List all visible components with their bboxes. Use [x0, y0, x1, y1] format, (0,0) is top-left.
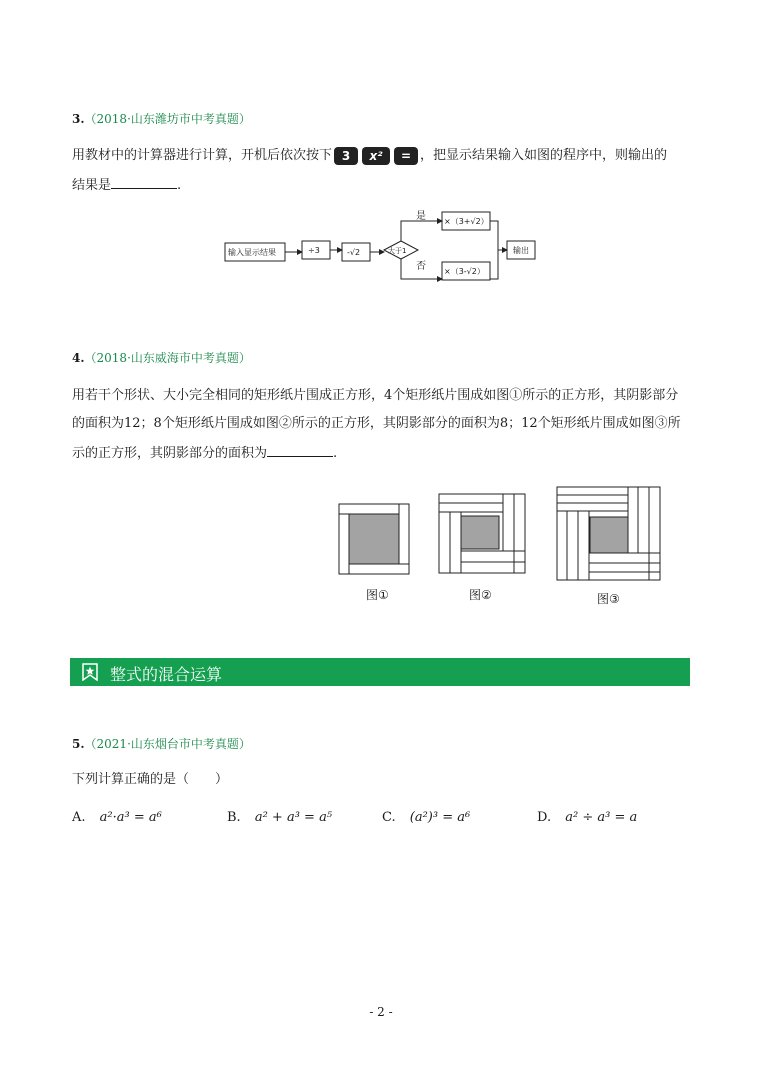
option-label: C. [382, 810, 396, 825]
flow-output-label: 输出 [513, 246, 529, 255]
question-number: 3. [72, 112, 85, 126]
figure-3-caption: 图③ [597, 592, 620, 606]
flow-divide-label: ÷3 [308, 246, 320, 255]
option-label: B. [227, 810, 241, 825]
flowchart [220, 206, 550, 296]
calc-key-equals: = [394, 147, 418, 165]
question-source: （2018·山东威海市中考真题） [84, 351, 251, 365]
question-text: 示的正方形，其阴影部分的面积为 [72, 446, 268, 461]
question-text: . [177, 178, 182, 193]
question-4-line-1: 用若干个形状、大小完全相同的矩形纸片围成正方形，4个矩形纸片围成如图①所示的正方形，其阴影部分 [72, 388, 679, 403]
calc-key-3: 3 [334, 147, 358, 165]
option-d [537, 810, 637, 825]
answer-blank [267, 442, 333, 457]
option-expression: a² ÷ a³ = a [565, 810, 638, 825]
figure-2-caption: 图② [469, 588, 492, 602]
calc-key-square: x² [362, 147, 390, 165]
flow-input-label: 输入显示结果 [228, 248, 276, 257]
question-4-line-3 [72, 442, 337, 464]
section-banner [70, 658, 690, 686]
flow-multiply-top-label: ×（3+√2） [444, 217, 489, 226]
option-label: D. [537, 810, 552, 825]
flow-multiply-bottom-label: ×（3-√2） [444, 267, 485, 276]
bookmark-star-icon [82, 663, 98, 681]
figure-1-caption: 图① [366, 588, 389, 602]
question-source: （2018·山东潍坊市中考真题） [84, 112, 251, 126]
question-3-line-1 [72, 146, 667, 166]
question-5-stem: 下列计算正确的是（ ） [72, 772, 229, 787]
answer-blank [111, 174, 177, 189]
question-number: 5. [72, 737, 85, 751]
page-number: - 2 - [369, 1005, 393, 1019]
option-expression: (a²)³ = a⁶ [409, 810, 471, 825]
question-3-line-2 [72, 174, 181, 196]
figure-1 [338, 503, 412, 577]
shaded-square [461, 516, 499, 549]
question-4-line-2: 的面积为12；8个矩形纸片围成如图②所示的正方形，其阴影部分的面积为8；12个矩形纸片围成如图③所 [72, 416, 681, 431]
option-b [227, 810, 332, 825]
flow-condition-label: 大于1 [388, 247, 407, 255]
shaded-square [590, 517, 628, 553]
option-a [72, 810, 162, 825]
question-3-header [72, 110, 251, 127]
question-text: 用教材中的计算器进行计算，开机后依次按下 [72, 148, 333, 163]
option-c [382, 810, 470, 825]
question-text: 结果是 [72, 178, 112, 193]
flow-yes-label: 是 [416, 211, 426, 222]
question-number: 4. [72, 351, 85, 365]
section-title: 整式的混合运算 [110, 665, 223, 684]
question-4-header [72, 349, 251, 366]
option-expression: a²·a³ = a⁶ [99, 810, 162, 825]
option-label: A. [72, 810, 86, 825]
question-5-header [72, 735, 251, 752]
figure-3 [556, 486, 662, 582]
flow-minus-label: -√2 [347, 248, 361, 257]
question-text: . [333, 446, 338, 461]
figure-2 [438, 493, 528, 575]
flow-no-label: 否 [416, 261, 426, 272]
shaded-square [349, 514, 399, 564]
question-source: （2021·山东烟台市中考真题） [84, 737, 251, 751]
question-text: ，把显示结果输入如图的程序中，则输出的 [420, 148, 668, 163]
option-expression: a² + a³ = a⁵ [254, 810, 333, 825]
